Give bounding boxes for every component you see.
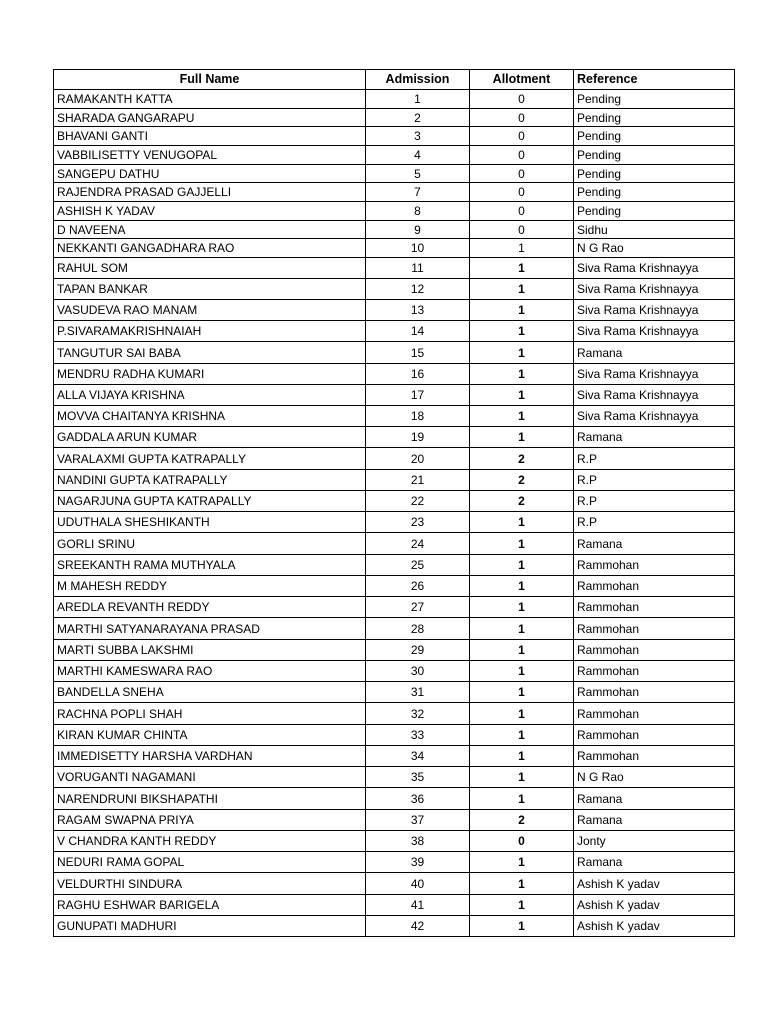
cell-reference: Rammohan: [574, 640, 735, 661]
table-row: [54, 767, 735, 788]
cell-admission: 35: [366, 767, 470, 788]
cell-allotment: 2: [470, 491, 574, 512]
cell-full-name: GORLI SRINU: [54, 533, 366, 555]
cell-reference: Rammohan: [574, 576, 735, 597]
table-row: [54, 810, 735, 831]
cell-allotment: 1: [470, 258, 574, 279]
cell-admission: 9: [366, 221, 470, 239]
cell-full-name: RAJENDRA PRASAD GAJJELLI: [54, 183, 366, 202]
cell-full-name: MENDRU RADHA KUMARI: [54, 364, 366, 385]
cell-full-name: SANGEPU DATHU: [54, 165, 366, 183]
cell-admission: 41: [366, 895, 470, 916]
cell-allotment: 1: [470, 640, 574, 661]
cell-allotment: 0: [470, 127, 574, 146]
cell-full-name: GADDALA ARUN KUMAR: [54, 427, 366, 448]
cell-admission: 13: [366, 300, 470, 321]
cell-reference: Ashish K yadav: [574, 895, 735, 916]
cell-full-name: UDUTHALA SHESHIKANTH: [54, 512, 366, 533]
table-row: [54, 788, 735, 810]
cell-full-name: NANDINI GUPTA KATRAPALLY: [54, 470, 366, 491]
table-row: [54, 873, 735, 895]
cell-allotment: 2: [470, 470, 574, 491]
cell-admission: 34: [366, 746, 470, 767]
cell-reference: Ashish K yadav: [574, 873, 735, 895]
cell-allotment: 1: [470, 576, 574, 597]
table-row: [54, 597, 735, 618]
cell-full-name: MARTHI SATYANARAYANA PRASAD: [54, 618, 366, 640]
cell-allotment: 1: [470, 406, 574, 427]
cell-full-name: AREDLA REVANTH REDDY: [54, 597, 366, 618]
cell-reference: R.P: [574, 470, 735, 491]
cell-admission: 36: [366, 788, 470, 810]
cell-admission: 3: [366, 127, 470, 146]
cell-full-name: ASHISH K YADAV: [54, 202, 366, 221]
cell-full-name: NAGARJUNA GUPTA KATRAPALLY: [54, 491, 366, 512]
cell-full-name: RAMAKANTH KATTA: [54, 90, 366, 109]
table-row: [54, 618, 735, 640]
table-row: [54, 533, 735, 555]
cell-full-name: D NAVEENA: [54, 221, 366, 239]
table-row: [54, 470, 735, 491]
cell-reference: Pending: [574, 146, 735, 165]
cell-allotment: 0: [470, 202, 574, 221]
cell-full-name: SREEKANTH RAMA MUTHYALA: [54, 555, 366, 576]
table-row: [54, 916, 735, 937]
cell-reference: Rammohan: [574, 703, 735, 725]
header-allotment: Allotment: [470, 70, 574, 90]
cell-full-name: VARALAXMI GUPTA KATRAPALLY: [54, 448, 366, 470]
cell-admission: 23: [366, 512, 470, 533]
table-row: [54, 90, 735, 109]
cell-allotment: 1: [470, 427, 574, 448]
cell-full-name: NEKKANTI GANGADHARA RAO: [54, 239, 366, 258]
cell-full-name: TANGUTUR SAI BABA: [54, 342, 366, 364]
cell-allotment: 1: [470, 300, 574, 321]
table-row: [54, 682, 735, 703]
cell-allotment: 1: [470, 661, 574, 682]
cell-allotment: 1: [470, 746, 574, 767]
cell-admission: 28: [366, 618, 470, 640]
cell-reference: Siva Rama Krishnayya: [574, 300, 735, 321]
cell-allotment: 1: [470, 895, 574, 916]
cell-admission: 12: [366, 279, 470, 300]
cell-allotment: 1: [470, 512, 574, 533]
table-body: [54, 90, 735, 937]
cell-allotment: 0: [470, 831, 574, 852]
header-full-name: Full Name: [54, 70, 366, 90]
cell-admission: 17: [366, 385, 470, 406]
table-row: [54, 703, 735, 725]
cell-admission: 32: [366, 703, 470, 725]
cell-reference: Rammohan: [574, 746, 735, 767]
cell-admission: 26: [366, 576, 470, 597]
table-row: [54, 279, 735, 300]
cell-full-name: KIRAN KUMAR CHINTA: [54, 725, 366, 746]
cell-allotment: 1: [470, 385, 574, 406]
header-reference: Reference: [574, 70, 735, 90]
header-row: [54, 70, 735, 90]
cell-allotment: 1: [470, 279, 574, 300]
cell-full-name: P.SIVARAMAKRISHNAIAH: [54, 321, 366, 342]
cell-admission: 42: [366, 916, 470, 937]
cell-full-name: VASUDEVA RAO MANAM: [54, 300, 366, 321]
table-row: [54, 746, 735, 767]
table-row: [54, 239, 735, 258]
table-row: [54, 300, 735, 321]
table-row: [54, 127, 735, 146]
table-row: [54, 725, 735, 746]
cell-full-name: RACHNA POPLI SHAH: [54, 703, 366, 725]
cell-admission: 22: [366, 491, 470, 512]
cell-admission: 16: [366, 364, 470, 385]
cell-reference: Ramana: [574, 788, 735, 810]
cell-admission: 7: [366, 183, 470, 202]
cell-allotment: 0: [470, 90, 574, 109]
table-row: [54, 661, 735, 682]
table-row: [54, 258, 735, 279]
cell-reference: N G Rao: [574, 239, 735, 258]
table-row: [54, 385, 735, 406]
table-row: [54, 202, 735, 221]
cell-admission: 31: [366, 682, 470, 703]
table-row: [54, 831, 735, 852]
cell-admission: 29: [366, 640, 470, 661]
cell-reference: R.P: [574, 448, 735, 470]
cell-reference: Rammohan: [574, 597, 735, 618]
cell-reference: Pending: [574, 90, 735, 109]
cell-reference: Siva Rama Krishnayya: [574, 385, 735, 406]
cell-full-name: M MAHESH REDDY: [54, 576, 366, 597]
cell-admission: 33: [366, 725, 470, 746]
cell-allotment: 2: [470, 448, 574, 470]
table-row: [54, 109, 735, 127]
cell-reference: Sidhu: [574, 221, 735, 239]
cell-admission: 4: [366, 146, 470, 165]
cell-full-name: RAGAM SWAPNA PRIYA: [54, 810, 366, 831]
cell-full-name: VORUGANTI NAGAMANI: [54, 767, 366, 788]
cell-reference: Rammohan: [574, 661, 735, 682]
cell-admission: 40: [366, 873, 470, 895]
cell-reference: Rammohan: [574, 618, 735, 640]
table-row: [54, 576, 735, 597]
cell-allotment: 1: [470, 533, 574, 555]
cell-admission: 19: [366, 427, 470, 448]
cell-admission: 18: [366, 406, 470, 427]
cell-reference: Pending: [574, 183, 735, 202]
cell-admission: 2: [366, 109, 470, 127]
cell-allotment: 0: [470, 221, 574, 239]
cell-reference: Ramana: [574, 852, 735, 873]
cell-allotment: 1: [470, 873, 574, 895]
table-row: [54, 146, 735, 165]
cell-allotment: 1: [470, 618, 574, 640]
cell-admission: 39: [366, 852, 470, 873]
cell-allotment: 1: [470, 788, 574, 810]
admission-table: [53, 69, 735, 937]
cell-admission: 20: [366, 448, 470, 470]
cell-full-name: BANDELLA SNEHA: [54, 682, 366, 703]
cell-allotment: 1: [470, 364, 574, 385]
cell-full-name: MARTI SUBBA LAKSHMI: [54, 640, 366, 661]
cell-allotment: 1: [470, 342, 574, 364]
cell-reference: Rammohan: [574, 682, 735, 703]
cell-allotment: 0: [470, 109, 574, 127]
cell-allotment: 1: [470, 321, 574, 342]
table-row: [54, 852, 735, 873]
cell-admission: 5: [366, 165, 470, 183]
cell-reference: Siva Rama Krishnayya: [574, 364, 735, 385]
cell-allotment: 0: [470, 146, 574, 165]
cell-reference: N G Rao: [574, 767, 735, 788]
cell-reference: Jonty: [574, 831, 735, 852]
cell-reference: Ramana: [574, 810, 735, 831]
cell-allotment: 1: [470, 682, 574, 703]
cell-reference: Pending: [574, 127, 735, 146]
cell-full-name: V CHANDRA KANTH REDDY: [54, 831, 366, 852]
cell-admission: 1: [366, 90, 470, 109]
cell-admission: 11: [366, 258, 470, 279]
cell-admission: 21: [366, 470, 470, 491]
cell-reference: Pending: [574, 202, 735, 221]
table-row: [54, 364, 735, 385]
cell-admission: 25: [366, 555, 470, 576]
cell-reference: R.P: [574, 512, 735, 533]
cell-allotment: 1: [470, 852, 574, 873]
table-row: [54, 448, 735, 470]
table-row: [54, 512, 735, 533]
cell-admission: 10: [366, 239, 470, 258]
cell-full-name: RAHUL SOM: [54, 258, 366, 279]
cell-reference: Ramana: [574, 342, 735, 364]
cell-allotment: 1: [470, 725, 574, 746]
cell-reference: Ashish K yadav: [574, 916, 735, 937]
cell-allotment: 0: [470, 183, 574, 202]
cell-allotment: 2: [470, 810, 574, 831]
cell-allotment: 1: [470, 767, 574, 788]
cell-admission: 15: [366, 342, 470, 364]
cell-full-name: NEDURI RAMA GOPAL: [54, 852, 366, 873]
cell-allotment: 1: [470, 555, 574, 576]
table-row: [54, 895, 735, 916]
cell-reference: Pending: [574, 109, 735, 127]
cell-admission: 14: [366, 321, 470, 342]
table-row: [54, 555, 735, 576]
table-row: [54, 183, 735, 202]
cell-reference: R.P: [574, 491, 735, 512]
cell-full-name: BHAVANI GANTI: [54, 127, 366, 146]
table-row: [54, 491, 735, 512]
cell-full-name: TAPAN BANKAR: [54, 279, 366, 300]
table-row: [54, 640, 735, 661]
table-row: [54, 221, 735, 239]
cell-admission: 8: [366, 202, 470, 221]
cell-full-name: RAGHU ESHWAR BARIGELA: [54, 895, 366, 916]
cell-reference: Siva Rama Krishnayya: [574, 258, 735, 279]
cell-allotment: 0: [470, 165, 574, 183]
cell-full-name: SHARADA GANGARAPU: [54, 109, 366, 127]
cell-allotment: 1: [470, 703, 574, 725]
cell-admission: 38: [366, 831, 470, 852]
cell-admission: 37: [366, 810, 470, 831]
table-row: [54, 406, 735, 427]
cell-admission: 30: [366, 661, 470, 682]
cell-reference: Siva Rama Krishnayya: [574, 279, 735, 300]
cell-full-name: NARENDRUNI BIKSHAPATHI: [54, 788, 366, 810]
cell-admission: 24: [366, 533, 470, 555]
cell-full-name: ALLA VIJAYA KRISHNA: [54, 385, 366, 406]
cell-reference: Rammohan: [574, 555, 735, 576]
header-admission: Admission: [366, 70, 470, 90]
cell-full-name: VELDURTHI SINDURA: [54, 873, 366, 895]
table-row: [54, 342, 735, 364]
cell-full-name: IMMEDISETTY HARSHA VARDHAN: [54, 746, 366, 767]
table-row: [54, 165, 735, 183]
cell-reference: Ramana: [574, 427, 735, 448]
table-row: [54, 321, 735, 342]
cell-reference: Rammohan: [574, 725, 735, 746]
cell-reference: Siva Rama Krishnayya: [574, 406, 735, 427]
cell-allotment: 1: [470, 239, 574, 258]
cell-allotment: 1: [470, 597, 574, 618]
cell-full-name: VABBILISETTY VENUGOPAL: [54, 146, 366, 165]
cell-full-name: MARTHI KAMESWARA RAO: [54, 661, 366, 682]
cell-admission: 27: [366, 597, 470, 618]
cell-reference: Siva Rama Krishnayya: [574, 321, 735, 342]
cell-reference: Ramana: [574, 533, 735, 555]
cell-reference: Pending: [574, 165, 735, 183]
cell-allotment: 1: [470, 916, 574, 937]
cell-full-name: GUNUPATI MADHURI: [54, 916, 366, 937]
table-row: [54, 427, 735, 448]
cell-full-name: MOVVA CHAITANYA KRISHNA: [54, 406, 366, 427]
